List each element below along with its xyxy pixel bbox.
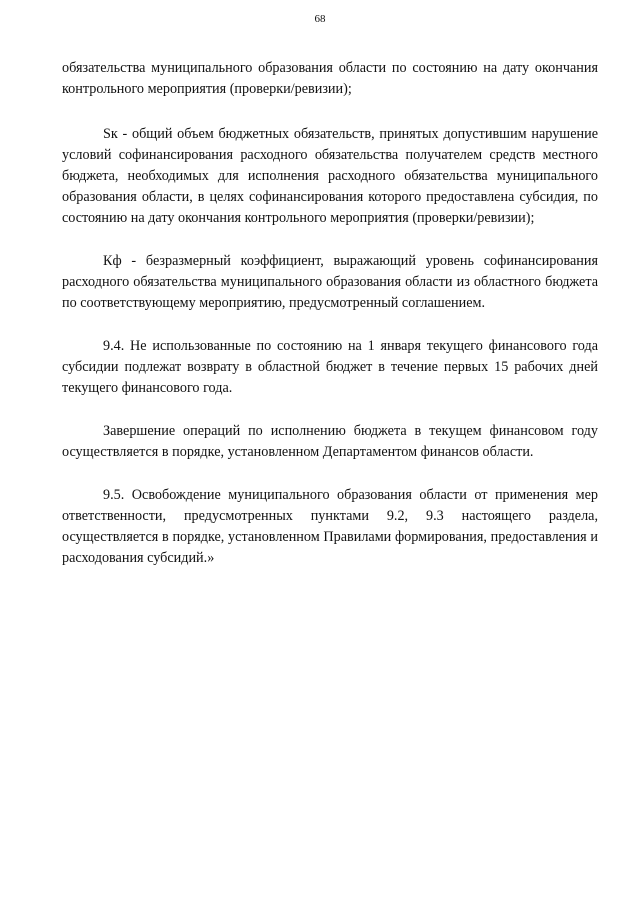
paragraph-continuation: обязательства муниципального образования области по состоянию на дату окончания контрольного мероприятия (проверки/ревизии); bbox=[62, 60, 598, 97]
paragraph-sk-definition: Sк - общий объем бюджетных обязательств, принятых допустившим нарушение условий софинансирования расходного обязательства получателем средств местного бюджета, необходимых для исполнения расходного обязательства муниципального образования области, в целях софинансирования которого предоставлена субсидия, по состоянию на дату окончания контрольного мероприятия (проверки/ревизии); bbox=[62, 126, 598, 226]
paragraph-9-5: 9.5. Освобождение муниципального образования области от применения мер ответственности, предусмотренных пунктами 9.2, 9.3 настоящего раздела, осуществляется в порядке, установленном Правилами формирования, предоставления и расходования субсидий.» bbox=[62, 487, 598, 566]
document-body bbox=[62, 58, 598, 591]
paragraph-budget-completion: Завершение операций по исполнению бюджета в текущем финансовом году осуществляется в порядке, установленном Департаментом финансов области. bbox=[62, 423, 598, 460]
page-number: 68 bbox=[314, 13, 326, 25]
paragraph-kf-definition: Кф - безразмерный коэффициент, выражающий уровень софинансирования расходного обязательства муниципального образования области из областного бюджета по соответствующему мероприятию, предусмотренный соглашением. bbox=[62, 253, 598, 311]
paragraph-9-4: 9.4. Не использованные по состоянию на 1 января текущего финансового года субсидии подлежат возврату в областной бюджет в течение первых 15 рабочих дней текущего финансового года. bbox=[62, 338, 598, 396]
